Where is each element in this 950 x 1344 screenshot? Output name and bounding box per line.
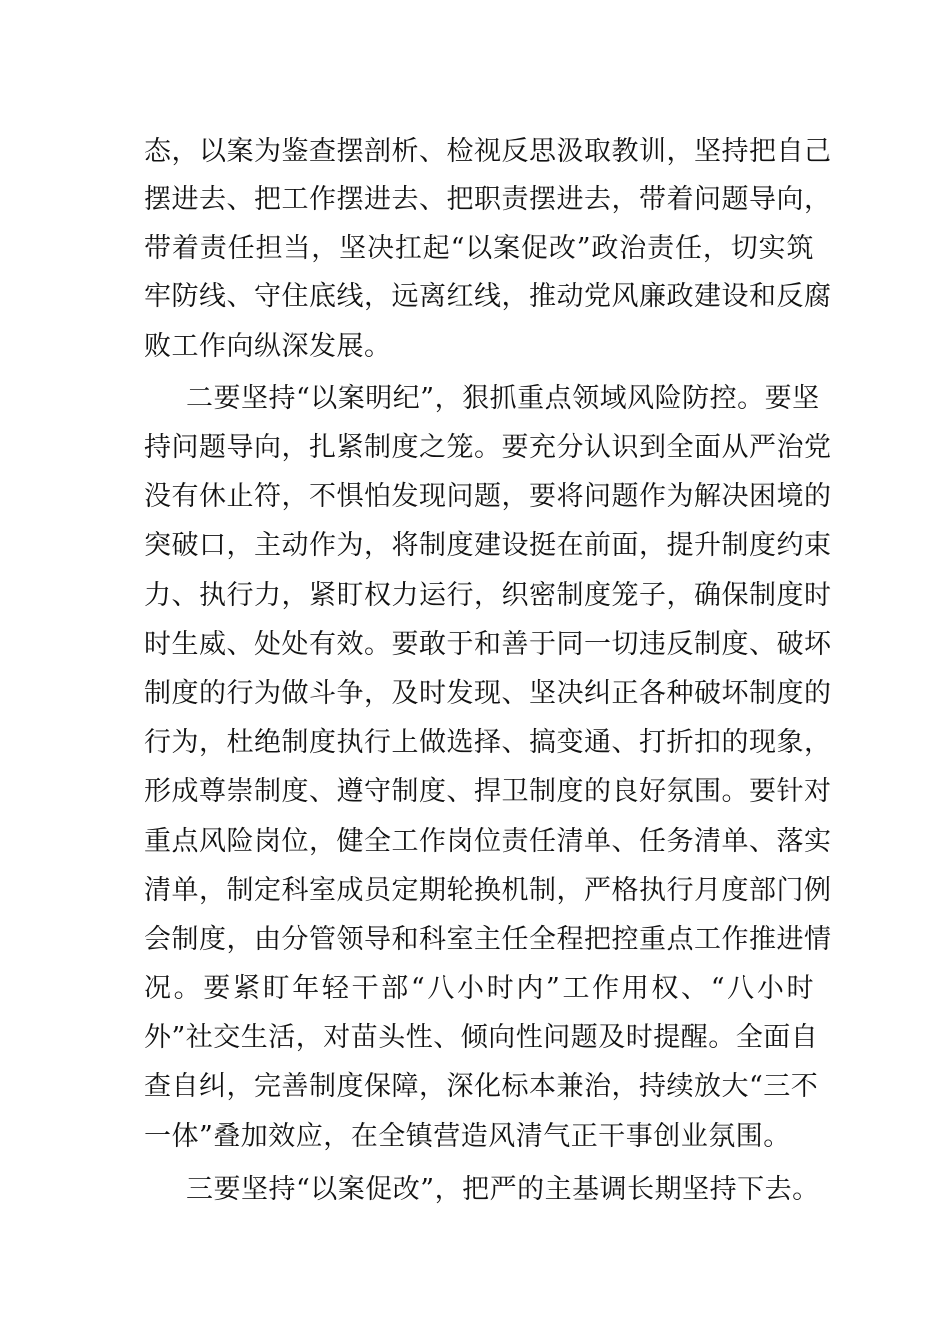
text-line: 重点风险岗位，健全工作岗位责任清单、任务清单、落实 [144,826,832,857]
text-line: 持问题导向，扎紧制度之笼。要充分认识到全面从严治党 [144,432,832,463]
text-line: 一体”叠加效应，在全镇营造风清气正干事创业氛围。 [144,1121,791,1152]
paragraph-first-line: 二要坚持“以案明纪”，狠抓重点领域风险防控。要坚 [186,383,820,414]
text-line: 力、执行力，紧盯权力运行，织密制度笼子，确保制度时 [144,580,832,611]
text-line: 突破口，主动作为，将制度建设挺在前面，提升制度约束 [144,530,832,561]
text-line: 时生威、处处有效。要敢于和善于同一切违反制度、破坏 [144,629,832,660]
text-line: 行为，杜绝制度执行上做选择、搞变通、打折扣的现象， [144,727,832,758]
text-line: 外”社交生活，对苗头性、倾向性问题及时提醒。全面自 [144,1022,819,1053]
text-line: 况。要紧盯年轻干部“八小时内”工作用权、“八小时 [144,973,814,1004]
text-line: 形成尊崇制度、遵守制度、捍卫制度的良好氛围。要针对 [144,776,832,807]
text-line: 带着责任担当，坚决扛起“以案促改”政治责任，切实筑 [144,233,814,264]
text-line: 清单，制定科室成员定期轮换机制，严格执行月度部门例 [144,875,832,906]
text-line: 没有休止符，不惧怕发现问题，要将问题作为解决困境的 [144,481,832,512]
text-line: 制度的行为做斗争，及时发现、坚决纠正各种破坏制度的 [144,678,832,709]
text-line: 败工作向纵深发展。 [144,331,392,362]
text-line: 查自纠，完善制度保障，深化标本兼治，持续放大“三不 [144,1071,819,1102]
text-line: 摆进去、把工作摆进去、把职责摆进去，带着问题导向， [144,184,832,215]
text-line: 会制度，由分管领导和科室主任全程把控重点工作推进情 [144,924,832,955]
text-line: 态，以案为鉴查摆剖析、检视反思汲取教训，坚持把自己 [144,136,832,167]
text-line: 牢防线、守住底线，远离红线，推动党风廉政建设和反腐 [144,281,832,312]
paragraph-first-line: 三要坚持“以案促改”，把严的主基调长期坚持下去。 [186,1174,820,1205]
